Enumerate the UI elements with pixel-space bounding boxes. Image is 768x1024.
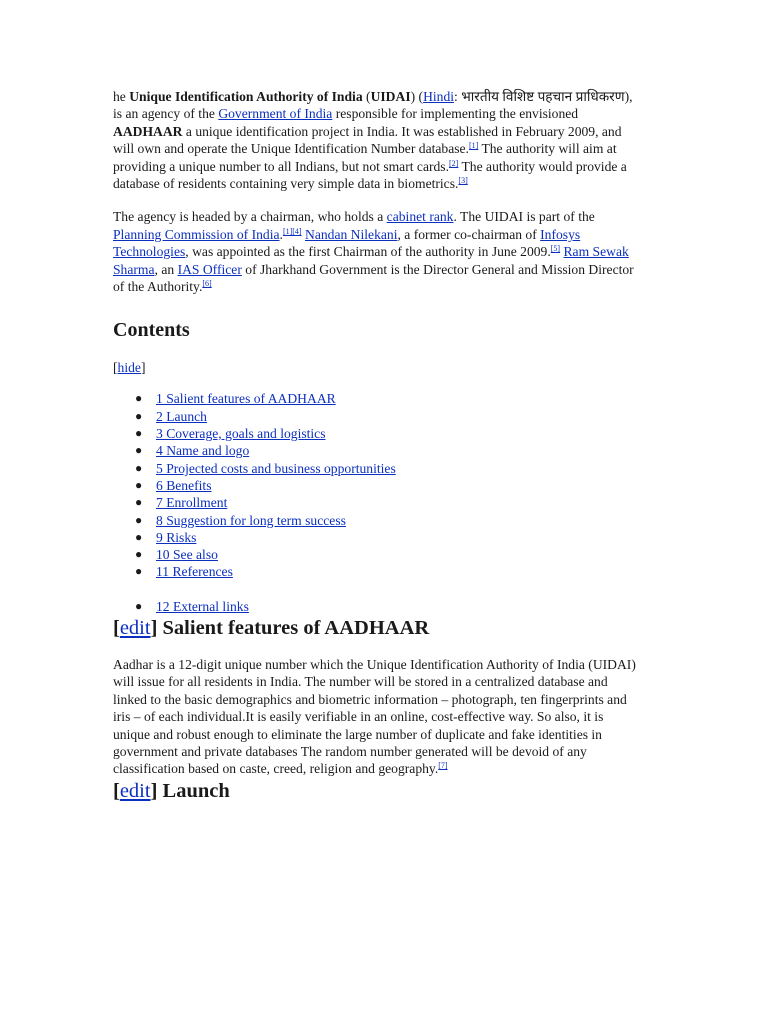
bracket: [ bbox=[113, 617, 120, 640]
bullet-icon: ● bbox=[135, 564, 143, 579]
toc-item bbox=[113, 512, 643, 529]
section-heading-salient-features bbox=[113, 615, 643, 641]
reference-link[interactable]: [6] bbox=[202, 279, 212, 289]
salient-features-paragraph bbox=[113, 656, 643, 778]
toc-item bbox=[113, 408, 643, 425]
bold-term-uidai-full: Unique Identification Authority of India bbox=[129, 89, 363, 104]
text-fragment: ( bbox=[362, 89, 371, 104]
text-fragment: : भारतीय विशिष्ट पहचान प्राधिकरण), is an agency of the bbox=[113, 89, 633, 122]
nandan-nilekani-link[interactable]: Nandan Nilekani bbox=[305, 226, 398, 242]
text-fragment: The agency is headed by a chairman, who holds a bbox=[113, 209, 387, 225]
bracket: [ bbox=[113, 360, 118, 376]
bracket: ] bbox=[150, 617, 158, 640]
bullet-icon: ● bbox=[135, 547, 143, 562]
toc-item bbox=[113, 460, 643, 477]
reference-link[interactable]: [7] bbox=[438, 761, 448, 771]
article-content bbox=[113, 88, 643, 804]
toc-link[interactable]: 7 Enrollment bbox=[156, 495, 228, 511]
toc-item bbox=[113, 390, 643, 407]
toc-item bbox=[113, 494, 643, 511]
toc-item bbox=[113, 529, 643, 546]
text-fragment: responsible for implementing the envisioned bbox=[332, 106, 579, 122]
toc-item bbox=[113, 442, 643, 459]
text-fragment: , a former co-chairman of bbox=[397, 226, 541, 242]
hide-toc-link[interactable]: hide bbox=[117, 360, 141, 376]
toc-link[interactable]: 2 Launch bbox=[156, 408, 207, 424]
bullet-icon: ● bbox=[135, 495, 143, 510]
toc-item bbox=[113, 598, 643, 615]
reference-link[interactable]: [1] bbox=[468, 141, 479, 151]
infosys-link[interactable]: Infosys Technologies bbox=[113, 226, 581, 260]
text-fragment: ) ( bbox=[410, 89, 424, 104]
text-fragment: The authority would provide a database of residents containing very simple data in biometrics. bbox=[113, 158, 627, 192]
toc-item bbox=[113, 425, 643, 442]
bullet-icon: ● bbox=[135, 426, 143, 441]
bullet-icon: ● bbox=[135, 598, 143, 613]
toc-item bbox=[113, 546, 643, 563]
ram-sewak-sharma-link[interactable]: Ram Sewak Sharma bbox=[113, 244, 629, 277]
text-fragment: , was appointed as the first Chairman of the authority in June 2009. bbox=[185, 244, 551, 260]
toc-link[interactable]: 11 References bbox=[156, 564, 233, 580]
bullet-icon: ● bbox=[135, 529, 143, 544]
ias-officer-link[interactable]: IAS Officer bbox=[177, 261, 242, 277]
bullet-icon: ● bbox=[135, 477, 143, 492]
section-title: Salient features of AADHAAR bbox=[157, 617, 430, 640]
bracket: ] bbox=[140, 360, 146, 376]
section-heading-launch bbox=[113, 778, 643, 804]
toc-link[interactable]: 10 See also bbox=[156, 547, 218, 563]
toc-item bbox=[113, 563, 643, 580]
text-fragment: . bbox=[279, 226, 283, 242]
toc-link[interactable]: 6 Benefits bbox=[156, 477, 212, 493]
text-fragment: . The UIDAI is part of the bbox=[453, 209, 595, 225]
planning-commission-link[interactable]: Planning Commission of India bbox=[113, 226, 280, 242]
edit-section-link[interactable]: edit bbox=[119, 779, 151, 802]
cabinet-rank-link[interactable]: cabinet rank bbox=[386, 209, 454, 225]
hindi-link[interactable]: Hindi bbox=[423, 89, 455, 104]
section-title: Launch bbox=[157, 779, 230, 802]
text-fragment: of Jharkhand Government is the Director General and Mission Director of the Authority. bbox=[113, 261, 634, 295]
government-of-india-link[interactable]: Government of India bbox=[218, 106, 333, 122]
bullet-icon: ● bbox=[135, 391, 143, 406]
toc-link[interactable]: 8 Suggestion for long term success bbox=[156, 512, 346, 528]
bullet-icon: ● bbox=[135, 408, 143, 423]
bracket: [ bbox=[113, 779, 120, 802]
bold-term-aadhaar: AADHAAR bbox=[113, 123, 183, 139]
toc-link[interactable]: 4 Name and logo bbox=[156, 443, 250, 459]
toc-list-secondary bbox=[113, 598, 643, 615]
intro-paragraph-1 bbox=[113, 88, 643, 192]
bullet-icon: ● bbox=[135, 460, 143, 475]
reference-link[interactable]: [1][4] bbox=[282, 226, 302, 236]
text-fragment: he bbox=[113, 89, 130, 104]
edit-section-link[interactable]: edit bbox=[119, 617, 151, 640]
text-fragment: a unique identification project in India. It was established in February 2009, and will own and operate the Unique Identification Number database. bbox=[113, 123, 622, 157]
toc-link[interactable]: 3 Coverage, goals and logistics bbox=[156, 426, 326, 442]
bold-term-uidai: UIDAI bbox=[370, 89, 411, 104]
toc-list bbox=[113, 390, 643, 580]
reference-link[interactable]: [2] bbox=[449, 158, 459, 168]
toc-toggle bbox=[113, 359, 643, 377]
toc-link[interactable]: 12 External links bbox=[156, 598, 249, 614]
reference-link[interactable]: [5] bbox=[550, 244, 561, 254]
bracket: ] bbox=[150, 779, 158, 802]
toc-link[interactable]: 9 Risks bbox=[156, 529, 197, 545]
bullet-icon: ● bbox=[135, 443, 143, 458]
intro-paragraph-2 bbox=[113, 208, 643, 295]
toc-link[interactable]: 5 Projected costs and business opportunities bbox=[156, 460, 396, 476]
contents-heading: Contents bbox=[113, 319, 190, 342]
text-fragment: The authority will aim at providing a unique number to all Indians, but not smart cards. bbox=[113, 141, 617, 174]
text-fragment: Aadhar is a 12-digit unique number which the Unique Identification Authority of India (UIDAI) will issue for all residents in India. The number will be stored in a centralized database and linked to the basic demographics and biometric information – photograph, ten fingerprints and iris – of each individual.It is easily verifiable in an online, cost-effective way. So also, it is unique and robust enough to eliminate the large number of duplicate and fake identities in government and private databases The random number generated will be devoid of any classification based on caste, creed, religion and geography. bbox=[113, 657, 636, 777]
text-fragment: , an bbox=[154, 261, 178, 277]
toc-item bbox=[113, 477, 643, 494]
toc-link[interactable]: 1 Salient features of AADHAAR bbox=[156, 391, 336, 407]
reference-link[interactable]: [3] bbox=[458, 176, 468, 186]
bullet-icon: ● bbox=[135, 512, 143, 527]
